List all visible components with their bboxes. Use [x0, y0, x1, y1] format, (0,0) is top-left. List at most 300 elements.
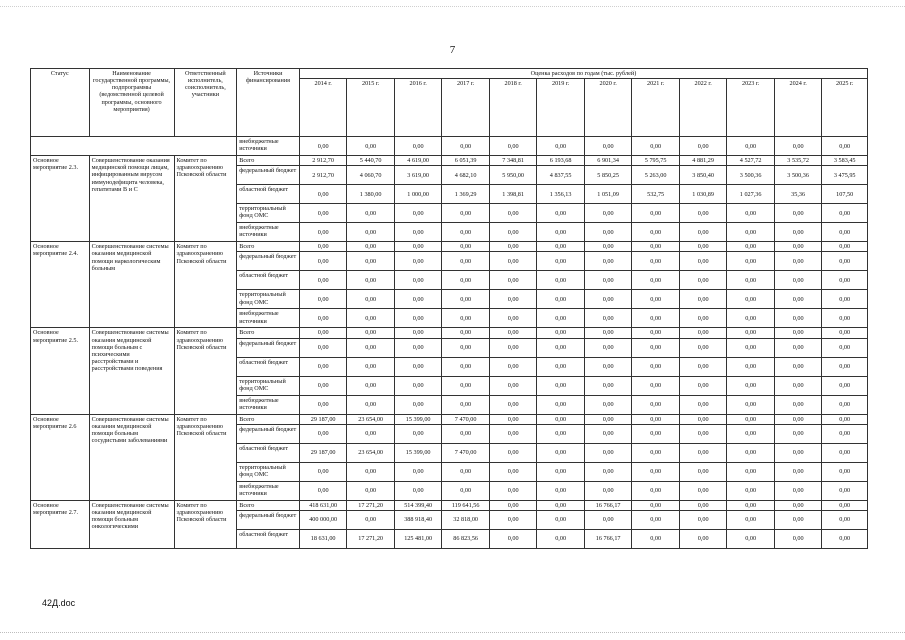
amount-cell: 0,00: [347, 338, 395, 357]
amount-cell: 0,00: [584, 252, 632, 271]
amount-cell: 0,00: [537, 309, 585, 328]
amount-cell: 0,00: [537, 338, 585, 357]
amount-cell: 0,00: [347, 395, 395, 414]
amount-cell: 0,00: [584, 223, 632, 242]
status-cell: Основное мероприятие 2.6: [31, 414, 90, 500]
amount-cell: 0,00: [632, 500, 680, 510]
amount-cell: 0,00: [822, 271, 868, 290]
amount-cell: 0,00: [727, 462, 775, 481]
amount-cell: 0,00: [822, 242, 868, 252]
amount-cell: 1 369,29: [442, 185, 490, 204]
amount-cell: 0,00: [584, 328, 632, 338]
amount-cell: 0,00: [584, 137, 632, 156]
funding-source-cell: федеральный бюджет: [237, 338, 300, 357]
amount-cell: 0,00: [822, 357, 868, 376]
amount-cell: 0,00: [347, 204, 395, 223]
amount-cell: 4 527,72: [727, 156, 775, 166]
funding-source-cell: территориальный фонд ОМС: [237, 462, 300, 481]
amount-cell: 0,00: [774, 481, 822, 500]
amount-cell: 0,00: [442, 376, 490, 395]
amount-cell: 0,00: [584, 462, 632, 481]
amount-cell: 0,00: [822, 137, 868, 156]
executor-cell: Комитет по здравоохранению Псковской области: [174, 242, 237, 328]
amount-cell: 16 766,17: [584, 500, 632, 510]
status-cell: Основное мероприятие 2.7.: [31, 500, 90, 548]
amount-cell: 0,00: [394, 137, 442, 156]
amount-cell: 0,00: [632, 395, 680, 414]
continued-blank-cell: [31, 137, 237, 156]
scan-edge-top: [0, 6, 905, 8]
funding-source-cell: внебюджетные источники: [237, 395, 300, 414]
amount-cell: 0,00: [299, 185, 347, 204]
funding-source-cell: Всего: [237, 500, 300, 510]
funding-source-cell: областной бюджет: [237, 185, 300, 204]
table-row: [31, 500, 868, 510]
amount-cell: 6 193,68: [537, 156, 585, 166]
amount-cell: 0,00: [774, 204, 822, 223]
amount-cell: 0,00: [442, 395, 490, 414]
funding-source-cell: внебюджетные источники: [237, 137, 300, 156]
amount-cell: 0,00: [442, 357, 490, 376]
amount-cell: 0,00: [537, 252, 585, 271]
amount-cell: 0,00: [679, 242, 727, 252]
amount-cell: 0,00: [489, 529, 537, 548]
amount-cell: 6 051,39: [442, 156, 490, 166]
amount-cell: 4 060,70: [347, 166, 395, 185]
amount-cell: 0,00: [299, 223, 347, 242]
funding-source-cell: территориальный фонд ОМС: [237, 204, 300, 223]
amount-cell: 1 030,89: [679, 185, 727, 204]
amount-cell: 0,00: [299, 271, 347, 290]
funding-source-cell: внебюджетные источники: [237, 223, 300, 242]
amount-cell: 0,00: [347, 252, 395, 271]
amount-cell: 0,00: [584, 443, 632, 462]
amount-cell: 0,00: [774, 500, 822, 510]
amount-cell: 0,00: [822, 462, 868, 481]
amount-cell: 0,00: [299, 376, 347, 395]
amount-cell: 0,00: [727, 414, 775, 424]
amount-cell: 0,00: [489, 395, 537, 414]
header-year: 2024 г.: [774, 79, 822, 137]
amount-cell: 0,00: [442, 204, 490, 223]
status-cell: Основное мероприятие 2.3.: [31, 156, 90, 242]
funding-source-cell: Всего: [237, 242, 300, 252]
header-year: 2022 г.: [679, 79, 727, 137]
header-status: Статус: [31, 69, 90, 137]
amount-cell: 5 440,70: [347, 156, 395, 166]
amount-cell: 0,00: [489, 204, 537, 223]
amount-cell: 86 823,56: [442, 529, 490, 548]
executor-cell: Комитет по здравоохранению Псковской области: [174, 328, 237, 414]
program-name-cell: Совершенствование системы оказания медицинской помощи больным сосудистыми заболеваниями: [89, 414, 174, 500]
amount-cell: 15 399,00: [394, 443, 442, 462]
amount-cell: 16 766,17: [584, 529, 632, 548]
amount-cell: 0,00: [537, 328, 585, 338]
amount-cell: 1 398,81: [489, 185, 537, 204]
amount-cell: 0,00: [584, 338, 632, 357]
program-name-cell: Совершенствование системы оказания медицинской помощи наркологическим больным: [89, 242, 174, 328]
amount-cell: 0,00: [347, 309, 395, 328]
amount-cell: 0,00: [299, 290, 347, 309]
amount-cell: 0,00: [489, 328, 537, 338]
amount-cell: 0,00: [727, 510, 775, 529]
expenses-table-container: [30, 68, 868, 549]
header-year: 2017 г.: [442, 79, 490, 137]
amount-cell: 0,00: [537, 137, 585, 156]
amount-cell: 3 619,00: [394, 166, 442, 185]
amount-cell: 0,00: [489, 290, 537, 309]
amount-cell: 0,00: [774, 271, 822, 290]
amount-cell: 0,00: [679, 271, 727, 290]
amount-cell: 17 271,20: [347, 529, 395, 548]
amount-cell: 3 535,72: [774, 156, 822, 166]
amount-cell: 0,00: [774, 309, 822, 328]
header-year: 2019 г.: [537, 79, 585, 137]
amount-cell: 0,00: [632, 328, 680, 338]
amount-cell: 0,00: [489, 242, 537, 252]
amount-cell: 0,00: [489, 510, 537, 529]
amount-cell: 0,00: [442, 271, 490, 290]
amount-cell: 0,00: [822, 414, 868, 424]
amount-cell: 0,00: [347, 290, 395, 309]
amount-cell: 0,00: [679, 481, 727, 500]
amount-cell: 0,00: [442, 462, 490, 481]
amount-cell: 0,00: [822, 395, 868, 414]
amount-cell: 0,00: [774, 462, 822, 481]
amount-cell: 0,00: [584, 424, 632, 443]
amount-cell: 0,00: [727, 137, 775, 156]
amount-cell: 0,00: [822, 424, 868, 443]
amount-cell: 0,00: [822, 481, 868, 500]
amount-cell: 0,00: [584, 309, 632, 328]
amount-cell: 0,00: [774, 510, 822, 529]
amount-cell: 0,00: [584, 357, 632, 376]
amount-cell: 0,00: [822, 338, 868, 357]
amount-cell: 0,00: [727, 357, 775, 376]
amount-cell: 0,00: [537, 271, 585, 290]
amount-cell: 0,00: [489, 223, 537, 242]
amount-cell: 17 271,20: [347, 500, 395, 510]
amount-cell: 0,00: [489, 376, 537, 395]
header-expense-estimate: Оценка расходов по годам (тыс. рублей): [299, 69, 867, 79]
header-year: 2016 г.: [394, 79, 442, 137]
amount-cell: 0,00: [632, 242, 680, 252]
amount-cell: 0,00: [679, 338, 727, 357]
amount-cell: 0,00: [347, 462, 395, 481]
amount-cell: 0,00: [774, 223, 822, 242]
status-cell: Основное мероприятие 2.4.: [31, 242, 90, 328]
amount-cell: 0,00: [822, 443, 868, 462]
executor-cell: Комитет по здравоохранению Псковской области: [174, 156, 237, 242]
amount-cell: 0,00: [822, 290, 868, 309]
amount-cell: 0,00: [774, 338, 822, 357]
amount-cell: 0,00: [774, 290, 822, 309]
funding-source-cell: федеральный бюджет: [237, 166, 300, 185]
amount-cell: 0,00: [774, 252, 822, 271]
amount-cell: 400 000,00: [299, 510, 347, 529]
amount-cell: 0,00: [727, 290, 775, 309]
amount-cell: 0,00: [347, 271, 395, 290]
amount-cell: 0,00: [632, 137, 680, 156]
amount-cell: 0,00: [822, 309, 868, 328]
amount-cell: 0,00: [679, 309, 727, 328]
funding-source-cell: территориальный фонд ОМС: [237, 290, 300, 309]
amount-cell: 0,00: [442, 290, 490, 309]
amount-cell: 0,00: [489, 481, 537, 500]
amount-cell: 0,00: [632, 529, 680, 548]
amount-cell: 107,50: [822, 185, 868, 204]
amount-cell: 0,00: [727, 481, 775, 500]
amount-cell: 2 912,70: [299, 156, 347, 166]
table-row: [31, 328, 868, 338]
amount-cell: 1 356,13: [537, 185, 585, 204]
amount-cell: 0,00: [774, 242, 822, 252]
header-year: 2015 г.: [347, 79, 395, 137]
amount-cell: 0,00: [774, 376, 822, 395]
amount-cell: 0,00: [347, 328, 395, 338]
amount-cell: 0,00: [537, 223, 585, 242]
amount-cell: 0,00: [679, 462, 727, 481]
amount-cell: 0,00: [632, 223, 680, 242]
amount-cell: 0,00: [679, 376, 727, 395]
amount-cell: 0,00: [489, 443, 537, 462]
amount-cell: 0,00: [679, 414, 727, 424]
header-executor: Ответственный исполнитель, соисполнитель, участники: [174, 69, 237, 137]
amount-cell: 7 470,00: [442, 443, 490, 462]
header-year: 2025 г.: [822, 79, 868, 137]
amount-cell: 0,00: [537, 529, 585, 548]
amount-cell: 0,00: [822, 204, 868, 223]
amount-cell: 0,00: [442, 309, 490, 328]
funding-source-cell: областной бюджет: [237, 443, 300, 462]
funding-source-cell: областной бюджет: [237, 529, 300, 548]
amount-cell: 0,00: [632, 309, 680, 328]
amount-cell: 0,00: [727, 424, 775, 443]
amount-cell: 0,00: [442, 328, 490, 338]
amount-cell: 0,00: [727, 338, 775, 357]
amount-cell: 0,00: [537, 376, 585, 395]
amount-cell: 5 795,75: [632, 156, 680, 166]
amount-cell: 0,00: [537, 204, 585, 223]
scan-edge-bottom: [0, 632, 905, 634]
amount-cell: 0,00: [632, 424, 680, 443]
amount-cell: 0,00: [394, 204, 442, 223]
amount-cell: 0,00: [299, 357, 347, 376]
amount-cell: 3 500,36: [774, 166, 822, 185]
amount-cell: 0,00: [679, 252, 727, 271]
amount-cell: 0,00: [632, 462, 680, 481]
amount-cell: 0,00: [584, 376, 632, 395]
amount-cell: 0,00: [727, 376, 775, 395]
amount-cell: 0,00: [299, 481, 347, 500]
header-year: 2021 г.: [632, 79, 680, 137]
amount-cell: 3 500,36: [727, 166, 775, 185]
amount-cell: 0,00: [489, 414, 537, 424]
amount-cell: 0,00: [632, 252, 680, 271]
amount-cell: 0,00: [584, 242, 632, 252]
amount-cell: 0,00: [822, 510, 868, 529]
amount-cell: 15 399,00: [394, 414, 442, 424]
amount-cell: 0,00: [442, 223, 490, 242]
amount-cell: 0,00: [632, 204, 680, 223]
funding-source-cell: федеральный бюджет: [237, 510, 300, 529]
funding-source-cell: областной бюджет: [237, 357, 300, 376]
amount-cell: 0,00: [822, 328, 868, 338]
amount-cell: 418 631,00: [299, 500, 347, 510]
amount-cell: 0,00: [299, 338, 347, 357]
header-year: 2014 г.: [299, 79, 347, 137]
amount-cell: 1 000,00: [394, 185, 442, 204]
amount-cell: 0,00: [632, 357, 680, 376]
amount-cell: 0,00: [394, 357, 442, 376]
amount-cell: 0,00: [394, 481, 442, 500]
amount-cell: 0,00: [299, 424, 347, 443]
table-row: [31, 137, 868, 156]
amount-cell: 2 912,70: [299, 166, 347, 185]
amount-cell: 0,00: [299, 137, 347, 156]
header-program-name: Наименование государственной программы, подпрограммы (ведомственной целевой программы, основного мероприятия): [89, 69, 174, 137]
funding-source-cell: Всего: [237, 156, 300, 166]
amount-cell: 0,00: [347, 137, 395, 156]
amount-cell: 5 950,00: [489, 166, 537, 185]
amount-cell: 0,00: [299, 252, 347, 271]
amount-cell: 0,00: [394, 338, 442, 357]
executor-cell: Комитет по здравоохранению Псковской области: [174, 500, 237, 548]
amount-cell: 0,00: [679, 223, 727, 242]
amount-cell: 0,00: [299, 395, 347, 414]
amount-cell: 0,00: [727, 242, 775, 252]
executor-cell: Комитет по здравоохранению Псковской области: [174, 414, 237, 500]
table-row: [31, 242, 868, 252]
amount-cell: 0,00: [727, 309, 775, 328]
amount-cell: 0,00: [489, 462, 537, 481]
amount-cell: 0,00: [632, 290, 680, 309]
amount-cell: 0,00: [537, 357, 585, 376]
amount-cell: 0,00: [822, 376, 868, 395]
amount-cell: 35,36: [774, 185, 822, 204]
program-name-cell: Совершенствование системы оказания медицинской помощи больным с психическими расстройствами и расстройствами поведения: [89, 328, 174, 414]
amount-cell: 0,00: [584, 481, 632, 500]
amount-cell: 0,00: [537, 481, 585, 500]
page-number: 7: [449, 44, 456, 56]
amount-cell: 0,00: [347, 481, 395, 500]
amount-cell: 0,00: [489, 424, 537, 443]
amount-cell: 0,00: [537, 443, 585, 462]
amount-cell: 0,00: [347, 424, 395, 443]
amount-cell: 0,00: [394, 223, 442, 242]
status-cell: Основное мероприятие 2.5.: [31, 328, 90, 414]
amount-cell: 0,00: [727, 395, 775, 414]
amount-cell: 125 481,00: [394, 529, 442, 548]
amount-cell: 0,00: [584, 510, 632, 529]
amount-cell: 0,00: [537, 500, 585, 510]
amount-cell: 0,00: [727, 529, 775, 548]
amount-cell: 29 187,00: [299, 443, 347, 462]
amount-cell: 0,00: [679, 357, 727, 376]
amount-cell: 0,00: [537, 510, 585, 529]
amount-cell: 0,00: [537, 242, 585, 252]
amount-cell: 0,00: [632, 481, 680, 500]
amount-cell: 0,00: [394, 328, 442, 338]
expenses-table: [30, 68, 868, 549]
amount-cell: 1 027,36: [727, 185, 775, 204]
table-row: [31, 414, 868, 424]
document-filename: 42Д.doc: [42, 598, 76, 608]
funding-source-cell: областной бюджет: [237, 271, 300, 290]
amount-cell: 0,00: [822, 223, 868, 242]
amount-cell: 32 818,00: [442, 510, 490, 529]
amount-cell: 0,00: [774, 357, 822, 376]
amount-cell: 5 850,25: [584, 166, 632, 185]
amount-cell: 1 380,00: [347, 185, 395, 204]
header-funding-source: Источники финансирования: [237, 69, 300, 137]
amount-cell: 0,00: [727, 223, 775, 242]
amount-cell: 0,00: [299, 204, 347, 223]
amount-cell: 0,00: [584, 395, 632, 414]
amount-cell: 0,00: [774, 414, 822, 424]
amount-cell: 0,00: [394, 271, 442, 290]
amount-cell: 0,00: [442, 252, 490, 271]
amount-cell: 3 475,95: [822, 166, 868, 185]
amount-cell: 0,00: [442, 338, 490, 357]
amount-cell: 0,00: [727, 500, 775, 510]
amount-cell: 0,00: [442, 424, 490, 443]
funding-source-cell: федеральный бюджет: [237, 252, 300, 271]
amount-cell: 3 583,45: [822, 156, 868, 166]
funding-source-cell: территориальный фонд ОМС: [237, 376, 300, 395]
amount-cell: 0,00: [679, 510, 727, 529]
amount-cell: 6 901,34: [584, 156, 632, 166]
funding-source-cell: Всего: [237, 328, 300, 338]
amount-cell: 1 051,09: [584, 185, 632, 204]
amount-cell: 0,00: [679, 500, 727, 510]
amount-cell: 0,00: [489, 309, 537, 328]
amount-cell: 7 470,00: [442, 414, 490, 424]
amount-cell: 0,00: [584, 204, 632, 223]
amount-cell: 0,00: [537, 424, 585, 443]
amount-cell: 0,00: [584, 414, 632, 424]
amount-cell: 0,00: [679, 290, 727, 309]
amount-cell: 388 918,40: [394, 510, 442, 529]
amount-cell: 4 682,10: [442, 166, 490, 185]
amount-cell: 0,00: [299, 242, 347, 252]
amount-cell: 0,00: [774, 328, 822, 338]
amount-cell: 0,00: [727, 252, 775, 271]
amount-cell: 0,00: [394, 462, 442, 481]
amount-cell: 0,00: [679, 529, 727, 548]
amount-cell: 0,00: [584, 271, 632, 290]
header-year: 2020 г.: [584, 79, 632, 137]
amount-cell: 0,00: [489, 271, 537, 290]
amount-cell: 0,00: [632, 271, 680, 290]
amount-cell: 0,00: [774, 395, 822, 414]
amount-cell: 0,00: [584, 290, 632, 309]
amount-cell: 4 881,29: [679, 156, 727, 166]
amount-cell: 0,00: [679, 395, 727, 414]
amount-cell: 23 654,00: [347, 414, 395, 424]
amount-cell: 0,00: [632, 338, 680, 357]
amount-cell: 0,00: [394, 395, 442, 414]
amount-cell: 119 641,56: [442, 500, 490, 510]
amount-cell: 0,00: [394, 290, 442, 309]
amount-cell: 0,00: [347, 510, 395, 529]
amount-cell: 5 263,00: [632, 166, 680, 185]
funding-source-cell: Всего: [237, 414, 300, 424]
amount-cell: 0,00: [442, 242, 490, 252]
amount-cell: 0,00: [394, 376, 442, 395]
amount-cell: 0,00: [537, 395, 585, 414]
amount-cell: 0,00: [679, 137, 727, 156]
